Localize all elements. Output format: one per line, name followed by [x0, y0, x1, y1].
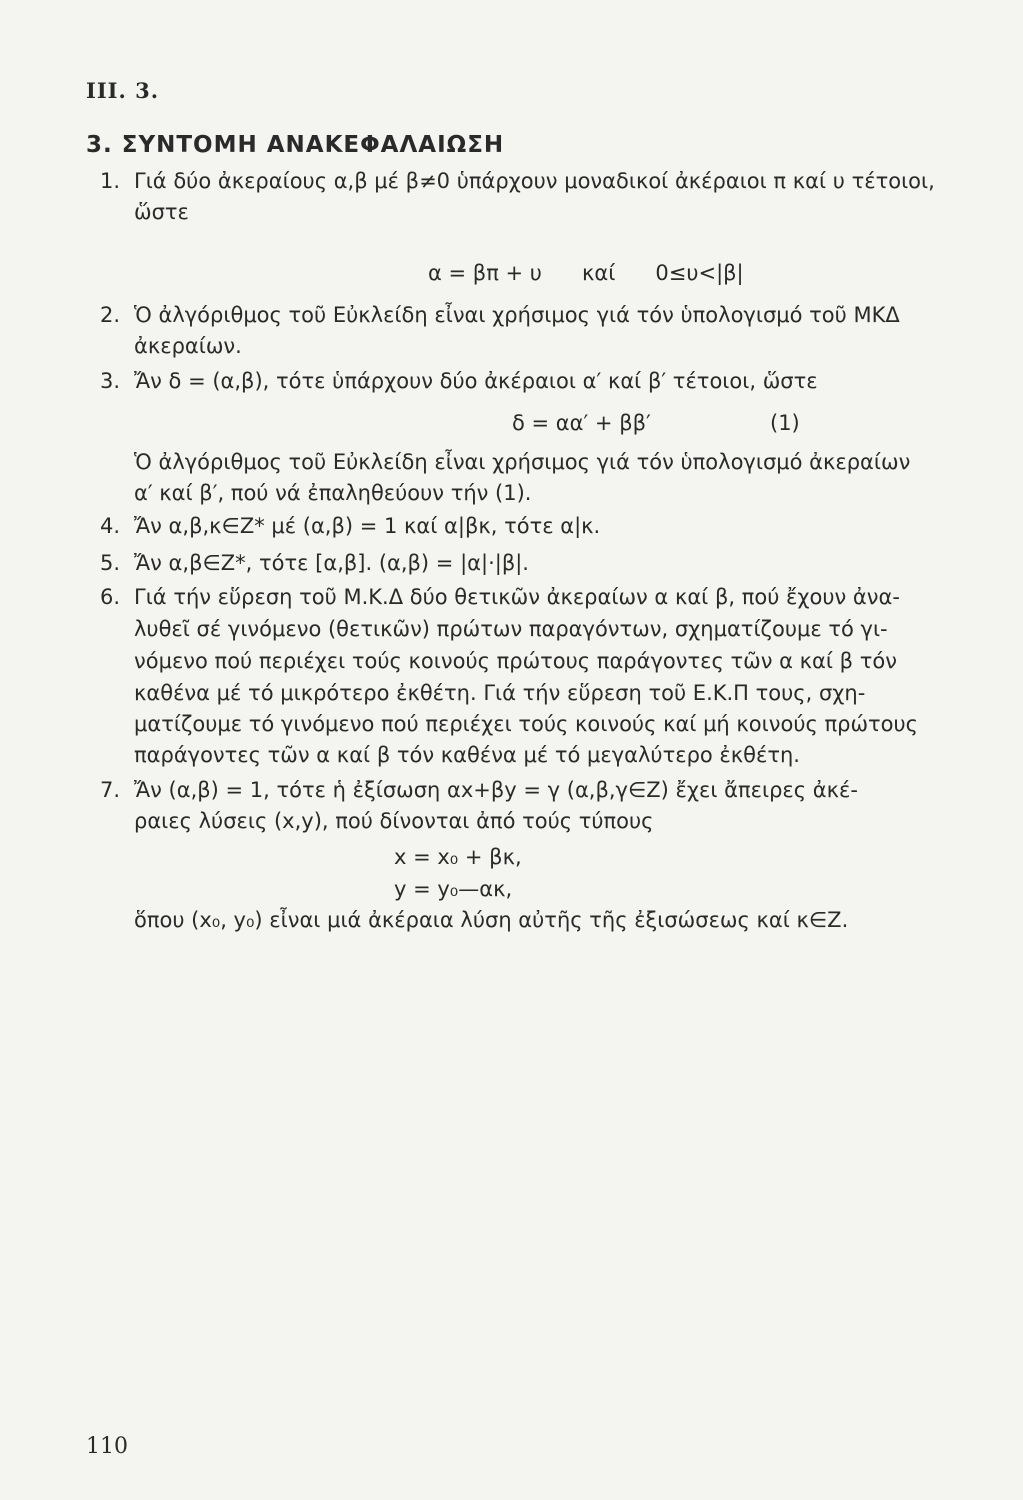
item-6-line-2: λυθεῖ σέ γινόμενο (θετικῶν) πρώτων παραγόντων, σχηματίζουμε τό γι-: [134, 617, 888, 641]
item-7-after-1: ὅπου (x₀, y₀) εἶναι μιά ἀκέραια λύση αὐτῆς τῆς ἐξισώσεως καί κ∈Z.: [134, 908, 849, 932]
item-7-formula-x: x = x₀ + βκ,: [394, 845, 522, 869]
item-7-line-2: ραιες λύσεις (x,y), πού δίνονται ἀπό τούς τύπους: [134, 809, 654, 833]
item-1-number: 1.: [100, 169, 121, 193]
item-6-line-5: ματίζουμε τό γινόμενο πού περιέχει τούς κοινούς καί μή κοινούς πρώτους: [134, 712, 919, 736]
item-2-number: 2.: [100, 303, 121, 327]
item-6-line-3: νόμενο πού περιέχει τούς κοινούς πρώτους παράγοντες τῶν α καί β τόν: [134, 649, 897, 673]
item-3-after-1: Ὁ ἀλγόριθμος τοῦ Εὐκλείδη εἶναι χρήσιμος γιά τόν ὑπολογισμό ἀκεραίων: [134, 450, 911, 474]
section-title: 3. ΣΥΝΤΟΜΗ ΑΝΑΚΕΦΑΛΑΙΩΣΗ: [86, 132, 505, 158]
item-6-line-6: παράγοντες τῶν α καί β τόν καθένα μέ τό μεγαλύτερο ἐκθέτη.: [134, 743, 800, 767]
item-3-line-1: Ἄν δ = (α,β), τότε ὑπάρχουν δύο ἀκέραιοι α′ καί β′ τέτοιοι, ὥστε: [134, 369, 818, 393]
chapter-header: III. 3.: [86, 78, 160, 103]
item-4-number: 4.: [100, 514, 121, 538]
item-6-line-4: καθένα μέ τό μικρότερο ἐκθέτη. Γιά τήν εὕρεση τοῦ Ε.Κ.Π τους, σχη-: [134, 681, 866, 705]
item-5-line-1: Ἄν α,β∈Z*, τότε [α,β]. (α,β) = |α|·|β|.: [134, 551, 529, 575]
page-number: 110: [86, 1434, 128, 1459]
item-2-line-2: ἀκεραίων.: [134, 334, 242, 358]
item-1-line-1: Γιά δύο ἀκεραίους α,β μέ β≠0 ὑπάρχουν μοναδικοί ἀκέραιοι π καί υ τέτοιοι,: [134, 169, 935, 193]
item-7-formula-y: y = y₀—ακ,: [394, 877, 513, 901]
item-3-formula: δ = αα′ + ββ′: [512, 411, 651, 435]
item-1-formula: α = βπ + υ καί 0≤υ<|β|: [428, 261, 744, 285]
item-4-line-1: Ἄν α,β,κ∈Z* μέ (α,β) = 1 καί α|βκ, τότε α|κ.: [134, 514, 601, 538]
item-3-number: 3.: [100, 369, 121, 393]
item-5-number: 5.: [100, 551, 121, 575]
item-2-line-1: Ὁ ἀλγόριθμος τοῦ Εὐκλείδη εἶναι χρήσιμος γιά τόν ὑπολογισμό τοῦ ΜΚΔ: [134, 303, 900, 327]
item-3-equation-ref: (1): [770, 411, 800, 435]
item-7-line-1: Ἄν (α,β) = 1, τότε ἡ ἐξίσωση αx+βy = γ (α,β,γ∈Z) ἔχει ἄπειρες ἀκέ-: [134, 778, 858, 802]
item-6-number: 6.: [100, 585, 121, 609]
item-3-after-2: α′ καί β′, πού νά ἐπαληθεύουν τήν (1).: [134, 481, 532, 505]
item-6-line-1: Γιά τήν εὕρεση τοῦ Μ.Κ.Δ δύο θετικῶν ἀκεραίων α καί β, πού ἔχουν ἀνα-: [134, 585, 900, 609]
item-7-number: 7.: [100, 778, 121, 802]
item-1-line-2: ὥστε: [134, 200, 189, 224]
